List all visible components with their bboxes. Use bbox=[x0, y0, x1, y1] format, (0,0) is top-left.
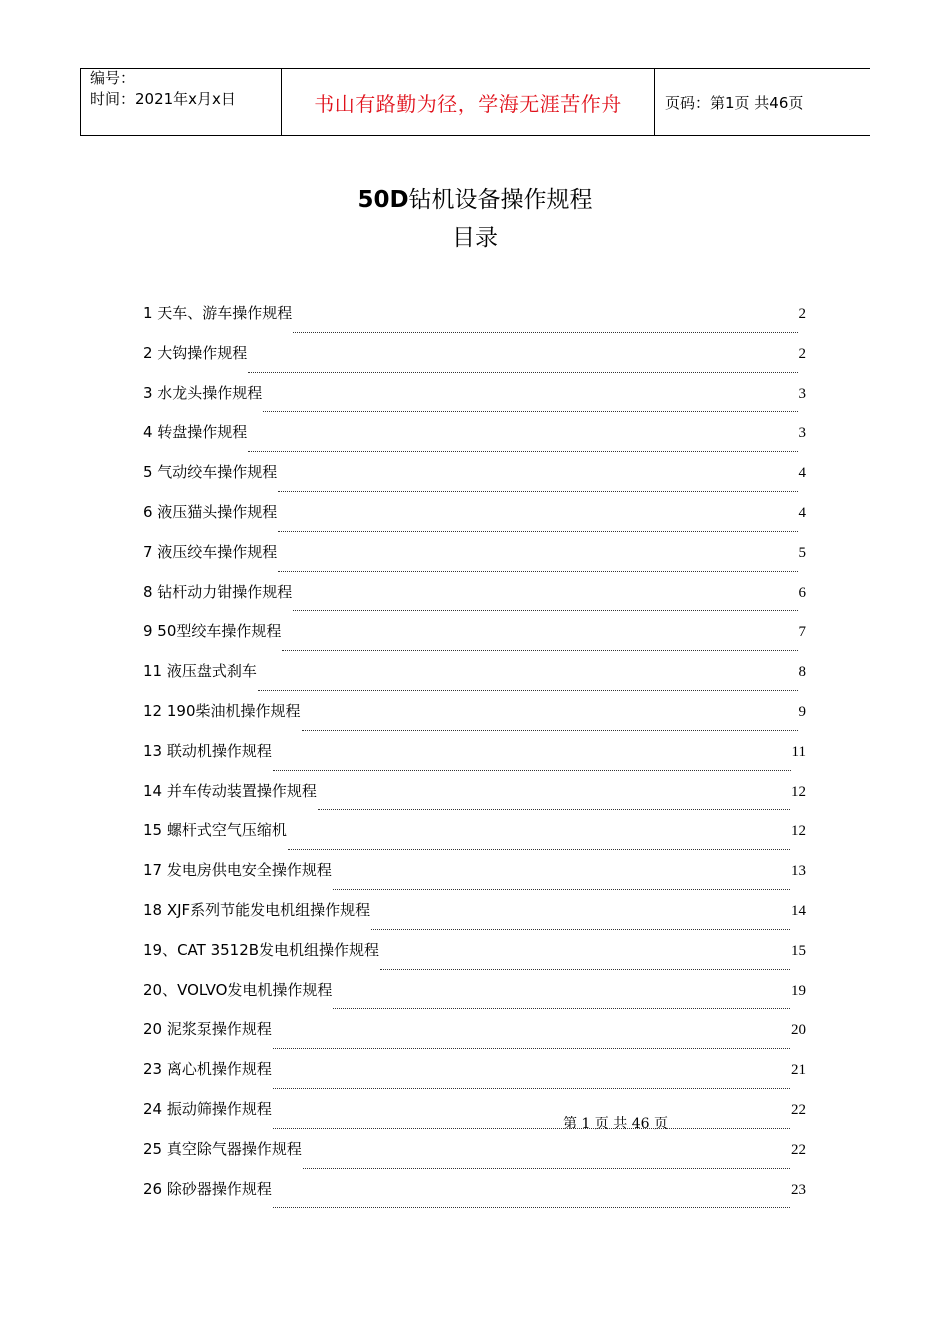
toc-dot-leader bbox=[380, 968, 790, 970]
toc-entry[interactable] bbox=[143, 541, 806, 581]
toc-entry-page: 3 bbox=[798, 385, 806, 402]
header-motto-cell bbox=[282, 69, 655, 135]
toc-dot-leader bbox=[282, 649, 797, 651]
toc-dot-leader bbox=[248, 450, 797, 452]
toc-entry[interactable] bbox=[143, 740, 806, 780]
table-of-contents bbox=[143, 302, 806, 1217]
header-table bbox=[80, 68, 870, 136]
toc-entry-page: 12 bbox=[791, 823, 806, 840]
toc-dot-leader bbox=[273, 1127, 790, 1129]
toc-entry-label: 13 联动机操作规程 bbox=[143, 741, 272, 760]
title-bold-part: 50D bbox=[357, 187, 409, 213]
toc-entry[interactable] bbox=[143, 1138, 806, 1178]
toc-dot-leader bbox=[302, 729, 798, 731]
toc-entry-page: 20 bbox=[791, 1022, 806, 1039]
toc-entry[interactable] bbox=[143, 819, 806, 859]
date-label: 时间：2021年x月x日 bbox=[90, 90, 236, 108]
toc-entry[interactable] bbox=[143, 421, 806, 461]
toc-entry-page: 22 bbox=[791, 1141, 806, 1158]
toc-dot-leader bbox=[263, 410, 797, 412]
toc-entry[interactable] bbox=[143, 859, 806, 899]
toc-entry-label: 20、VOLVO发电机操作规程 bbox=[143, 980, 333, 999]
toc-entry-page: 12 bbox=[791, 783, 806, 800]
toc-dot-leader bbox=[273, 1047, 790, 1049]
document-title bbox=[0, 181, 950, 214]
toc-entry-label: 24 振动筛操作规程 bbox=[143, 1099, 272, 1118]
toc-entry[interactable] bbox=[143, 342, 806, 382]
toc-entry[interactable] bbox=[143, 382, 806, 422]
toc-entry[interactable] bbox=[143, 461, 806, 501]
toc-entry-label: 17 发电房供电安全操作规程 bbox=[143, 861, 332, 880]
toc-dot-leader bbox=[273, 769, 791, 771]
toc-entry[interactable] bbox=[143, 1178, 806, 1218]
toc-dot-leader bbox=[273, 1087, 790, 1089]
toc-dot-leader bbox=[333, 1007, 790, 1009]
toc-dot-leader bbox=[288, 848, 790, 850]
toc-entry-label: 2 大钩操作规程 bbox=[143, 343, 248, 362]
toc-entry-page: 19 bbox=[791, 982, 806, 999]
toc-entry[interactable] bbox=[143, 979, 806, 1019]
toc-entry[interactable] bbox=[143, 1018, 806, 1058]
toc-entry-page: 11 bbox=[791, 743, 806, 760]
toc-entry-label: 11 液压盘式刹车 bbox=[143, 662, 257, 681]
toc-entry-label: 12 190柴油机操作规程 bbox=[143, 701, 301, 720]
toc-entry-page: 6 bbox=[798, 584, 806, 601]
toc-entry-page: 14 bbox=[791, 902, 806, 919]
toc-entry-label: 4 转盘操作规程 bbox=[143, 423, 248, 442]
header-page-info: 页码：第1页 共46页 bbox=[665, 93, 804, 112]
toc-entry[interactable] bbox=[143, 700, 806, 740]
toc-entry-label: 23 离心机操作规程 bbox=[143, 1060, 272, 1079]
toc-entry-page: 4 bbox=[798, 504, 806, 521]
toc-dot-leader bbox=[293, 331, 797, 333]
toc-entry-page: 7 bbox=[798, 624, 806, 641]
motto-text: 书山有路勤为径，学海无涯苦作舟 bbox=[314, 91, 622, 116]
toc-entry-label: 5 气动绞车操作规程 bbox=[143, 463, 278, 482]
toc-entry-page: 5 bbox=[798, 544, 806, 561]
toc-entry-page: 2 bbox=[798, 345, 806, 362]
toc-entry[interactable] bbox=[143, 939, 806, 979]
toc-dot-leader bbox=[333, 888, 790, 890]
toc-entry-label: 7 液压绞车操作规程 bbox=[143, 542, 278, 561]
toc-entry-page: 15 bbox=[791, 942, 806, 959]
toc-entry-page: 23 bbox=[791, 1181, 806, 1198]
toc-dot-leader bbox=[293, 609, 797, 611]
toc-dot-leader bbox=[273, 1206, 790, 1208]
toc-entry-page: 3 bbox=[798, 425, 806, 442]
page-footer: 第 1 页 共 46 页 bbox=[563, 1116, 668, 1132]
header-page-cell bbox=[655, 69, 870, 135]
toc-entry[interactable] bbox=[143, 780, 806, 820]
toc-entry-label: 15 螺杆式空气压缩机 bbox=[143, 821, 287, 840]
toc-entry[interactable] bbox=[143, 899, 806, 939]
toc-entry[interactable] bbox=[143, 660, 806, 700]
toc-entry-label: 6 液压猫头操作规程 bbox=[143, 502, 278, 521]
toc-dot-leader bbox=[303, 1167, 790, 1169]
toc-entry[interactable] bbox=[143, 302, 806, 342]
toc-entry-page: 21 bbox=[791, 1062, 806, 1079]
toc-entry-label: 3 水龙头操作规程 bbox=[143, 383, 263, 402]
toc-entry[interactable] bbox=[143, 581, 806, 621]
toc-dot-leader bbox=[278, 570, 797, 572]
toc-entry-page: 9 bbox=[798, 703, 806, 720]
toc-entry-label: 25 真空除气器操作规程 bbox=[143, 1139, 302, 1158]
number-label: 编号： bbox=[90, 69, 136, 87]
toc-dot-leader bbox=[278, 490, 797, 492]
toc-entry[interactable] bbox=[143, 620, 806, 660]
toc-dot-leader bbox=[278, 530, 797, 532]
toc-entry-label: 14 并车传动装置操作规程 bbox=[143, 781, 317, 800]
toc-entry-page: 2 bbox=[798, 306, 806, 322]
title-rest: 钻机设备操作规程 bbox=[408, 187, 593, 213]
toc-entry-label: 19、CAT 3512B发电机组操作规程 bbox=[143, 940, 380, 959]
toc-entry-label: 26 除砂器操作规程 bbox=[143, 1179, 272, 1198]
toc-entry-label: 18 XJF系列节能发电机组操作规程 bbox=[143, 900, 371, 919]
toc-dot-leader bbox=[318, 808, 790, 810]
toc-entry-page: 13 bbox=[791, 863, 806, 880]
toc-entry-label: 8 钻杆动力钳操作规程 bbox=[143, 582, 293, 601]
toc-dot-leader bbox=[248, 371, 797, 373]
toc-entry-page: 4 bbox=[798, 465, 806, 482]
toc-entry-label: 20 泥浆泵操作规程 bbox=[143, 1020, 272, 1039]
toc-entry[interactable] bbox=[143, 1098, 806, 1138]
toc-entry-label: 1 天车、游车操作规程 bbox=[143, 304, 293, 322]
toc-dot-leader bbox=[258, 689, 798, 691]
toc-entry-label: 9 50型绞车操作规程 bbox=[143, 622, 282, 641]
toc-dot-leader bbox=[371, 928, 790, 930]
toc-entry[interactable] bbox=[143, 1058, 806, 1098]
toc-entry-page: 22 bbox=[791, 1101, 806, 1118]
toc-entry-page: 8 bbox=[798, 664, 806, 681]
toc-entry[interactable] bbox=[143, 501, 806, 541]
header-meta-cell bbox=[81, 69, 282, 135]
toc-heading: 目录 bbox=[452, 225, 498, 251]
